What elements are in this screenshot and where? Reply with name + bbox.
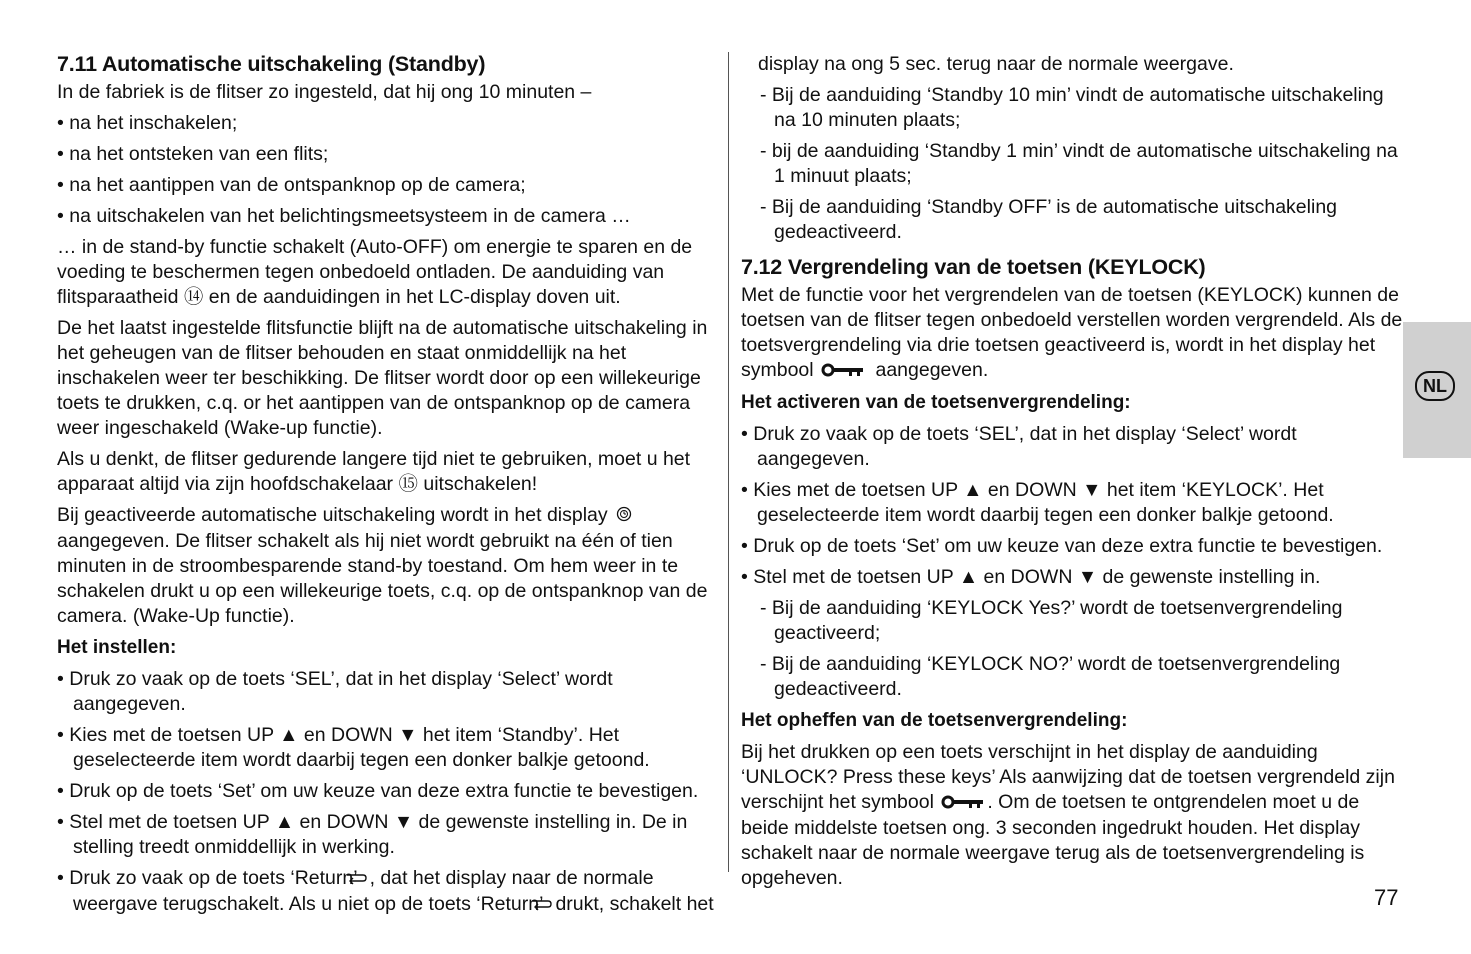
paragraph-text: Bij geactiveerde automatische uitschakeling wordt in het display <box>57 504 608 526</box>
continued-text: display na ong 5 sec. terug naar de normale weergave. <box>758 53 1234 75</box>
paragraph: Als u denkt, de flitser gedurende langere tijd niet te gebruiken, moet u het apparaat altijd via zijn hoofdschakelaar ⑮ uitschakelen! <box>57 448 691 495</box>
keylock-options-list <box>741 596 1403 702</box>
steps-list <box>57 667 719 918</box>
paragraph: … in de stand-by functie schakelt (Auto-OFF) om energie te sparen en de voeding te beschermen tegen onbedoeld ontladen. De aanduiding van flitsparaatheid ⑭ en de aanduidingen in het LC-display doven uit. <box>57 236 693 308</box>
right-column <box>741 52 1403 897</box>
list-item: • na het inschakelen; <box>57 112 238 134</box>
activate-steps-list <box>741 422 1403 590</box>
paragraph-text: aangegeven. <box>875 359 989 381</box>
paragraph-text: Bij het drukken op een toets verschijnt in het display de aanduiding ‘UNLOCK? Press these keys’ Als aanwijzing dat de toetsen vergrendeld zijn verschijnt het symbool <box>741 741 1395 813</box>
left-column <box>57 52 719 924</box>
list-item: • na het aantippen van de ontspanknop op de camera; <box>57 174 526 196</box>
list-item: • Stel met de toetsen UP ▲ en DOWN ▼ de gewenste instelling in. De in stelling treedt onmiddellijk in werking. <box>57 811 688 858</box>
column-divider <box>728 52 729 872</box>
section-heading-7-11: 7.11 Automatische uitschakeling (Standby) <box>57 52 486 76</box>
intro-text: In de fabriek is de flitser zo ingesteld, dat hij ong 10 minuten – <box>57 81 592 103</box>
list-item: • Stel met de toetsen UP ▲ en DOWN ▼ de gewenste instelling in. <box>741 566 1321 588</box>
return-arrow-icon <box>546 893 552 918</box>
list-item: - Bij de aanduiding ‘Standby OFF’ is de automatische uitschakeling gedeactiveerd. <box>760 196 1338 243</box>
step-text: drukt, schakelt het <box>555 893 714 915</box>
list-item: • na uitschakelen van het belichtingsmeetsysteem in de camera … <box>57 205 631 227</box>
subheading-opheffen: Het opheffen van de toetsenvergrendeling: <box>741 710 1128 731</box>
list-item: • Druk zo vaak op de toets ‘SEL’, dat in het display ‘Select’ wordt aangegeven. <box>57 668 613 715</box>
step-text: , dat het display naar de normale weergave terugschakelt. Als u niet op de toets ‘Return’ <box>73 867 654 915</box>
paragraph <box>57 503 719 629</box>
paragraph-text: Met de functie voor het vergrendelen van de toetsen (KEYLOCK) kunnen de toetsen van de flitser tegen onbedoeld verstellen worden vergrendeld. Als de toetsvergrendeling via drie toetsen geactiveerd is, wordt in het display het symbool <box>741 284 1403 381</box>
step-text: • Druk zo vaak op de toets ‘Return’ <box>57 867 358 889</box>
section-heading-7-12: 7.12 Vergrendeling van de toetsen (KEYLOCK) <box>741 255 1206 279</box>
list-item: - Bij de aanduiding ‘KEYLOCK Yes?’ wordt de toetsenvergrendeling geactiveerd; <box>760 597 1343 644</box>
trigger-list <box>57 111 719 229</box>
list-item <box>57 866 719 918</box>
subheading-instellen: Het instellen: <box>57 637 177 658</box>
return-arrow-icon <box>361 867 367 892</box>
list-item: • Kies met de toetsen UP ▲ en DOWN ▼ het item ‘KEYLOCK’. Het geselecteerde item wordt daarbij tegen een donker balkje getoond. <box>741 479 1334 526</box>
paragraph <box>741 740 1403 891</box>
paragraph: De het laatst ingestelde flitsfunctie blijft na de automatische uitschakeling in het geheugen van de flitser behouden en staat onmiddellijk na het inschakelen weer ter beschikking. De flitser wordt door op een willekeurige toets te drukken, c.q. or het aantippen van de ontspanknop op de camera weer ingeschakeld (Wake-up functie). <box>57 317 708 439</box>
list-item: - bij de aanduiding ‘Standby 1 min’ vindt de automatische uitschakeling na 1 minuut plaats; <box>760 140 1398 187</box>
key-lock-icon <box>821 359 867 384</box>
list-item: - Bij de aanduiding ‘Standby 10 min’ vindt de automatische uitschakeling na 10 minuten plaats; <box>760 84 1384 131</box>
paragraph-text: . Om de toetsen te ontgrendelen moet u de beide middelste toetsen ong. 3 seconden ingedrukt houden. Het display schakelt naar de normale weergave terug als de toetsenvergrendeling is opgeheven. <box>741 791 1365 889</box>
language-tab <box>1403 322 1471 458</box>
list-item: • na het ontsteken van een flits; <box>57 143 329 165</box>
list-item: - Bij de aanduiding ‘KEYLOCK NO?’ wordt de toetsenvergrendeling gedeactiveerd. <box>760 653 1341 700</box>
list-item: • Druk op de toets ‘Set’ om uw keuze van deze extra functie te bevestigen. <box>57 780 699 802</box>
standby-options-list <box>741 83 1403 245</box>
standby-clock-icon <box>616 504 632 529</box>
list-item: • Druk op de toets ‘Set’ om uw keuze van deze extra functie te bevestigen. <box>741 535 1383 557</box>
subheading-activeren: Het activeren van de toetsenvergrendeling: <box>741 392 1131 413</box>
list-item: • Druk zo vaak op de toets ‘SEL’, dat in het display ‘Select’ wordt aangegeven. <box>741 423 1297 470</box>
paragraph-text: aangegeven. De flitser schakelt als hij niet wordt gebruikt na één of tien minuten in de stroombesparende stand-by toestand. Om hem weer in te schakelen drukt u op een willekeurige toets, c.q. op de ontspanknop van de camera. (Wake-Up functie). <box>57 530 708 627</box>
list-item: • Kies met de toetsen UP ▲ en DOWN ▼ het item ‘Standby’. Het geselecteerde item wordt daarbij tegen een donker balkje getoond. <box>57 724 650 771</box>
key-lock-icon <box>941 791 987 816</box>
page-number: 77 <box>1374 885 1399 910</box>
paragraph <box>741 283 1403 384</box>
language-badge: NL <box>1415 371 1455 401</box>
